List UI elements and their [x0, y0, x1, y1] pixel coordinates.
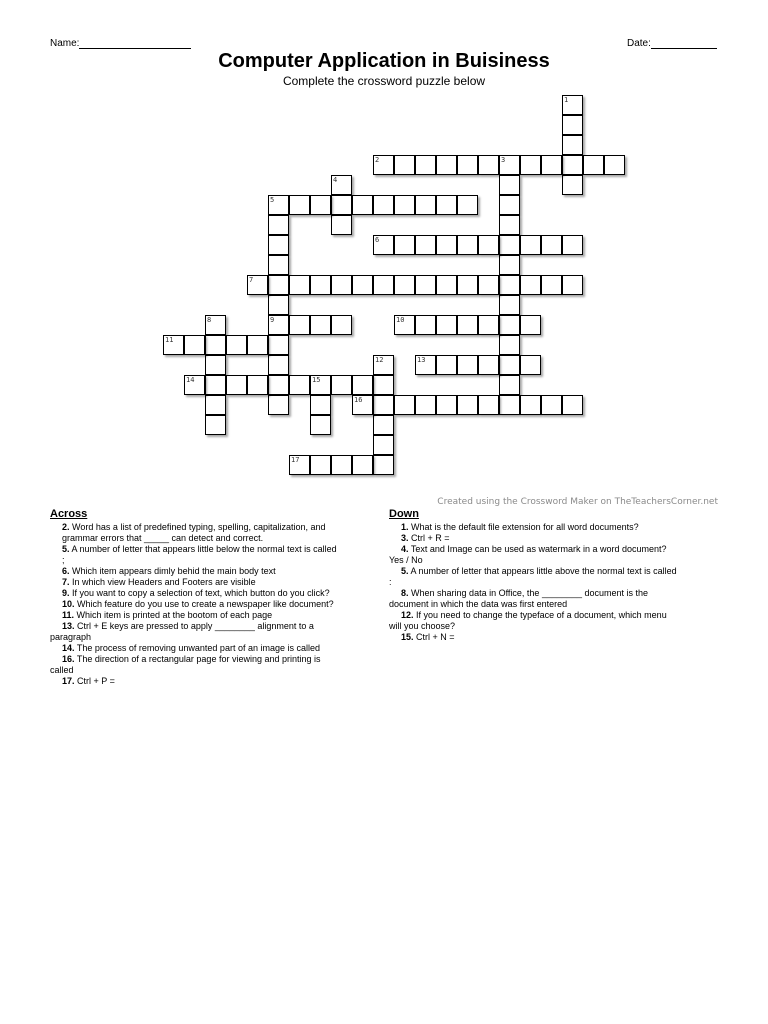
crossword-cell[interactable]	[331, 315, 352, 335]
crossword-cell[interactable]	[205, 315, 226, 335]
clue-text: Which item is printed at the bootom of each page	[76, 610, 273, 620]
clue-number: 9.	[62, 588, 70, 598]
crossword-cell[interactable]	[205, 375, 226, 395]
crossword-cell[interactable]	[478, 355, 499, 375]
crossword-cell[interactable]	[457, 275, 478, 295]
across-clues	[50, 508, 375, 687]
clue-text: What is the default file extension for all word documents?	[411, 522, 639, 532]
crossword-cell[interactable]	[499, 355, 520, 375]
crossword-cell[interactable]	[310, 195, 331, 215]
clue-text: If you need to change the typeface of a document, which menu	[416, 610, 667, 620]
cell-number: 7	[249, 276, 254, 284]
crossword-cell[interactable]	[373, 395, 394, 415]
clue-number: 15.	[401, 632, 414, 642]
clue-text-continued: will you choose?	[389, 621, 456, 631]
crossword-cell[interactable]	[184, 335, 205, 355]
crossword-cell[interactable]	[268, 375, 289, 395]
crossword-cell[interactable]	[562, 115, 583, 135]
across-clue	[50, 610, 375, 621]
crossword-cell[interactable]	[499, 255, 520, 275]
crossword-cell[interactable]	[268, 235, 289, 255]
crossword-cell[interactable]	[457, 235, 478, 255]
clue-text: Ctrl + N =	[416, 632, 455, 642]
crossword-cell[interactable]	[331, 455, 352, 475]
crossword-cell[interactable]	[415, 355, 436, 375]
crossword-cell[interactable]	[373, 155, 394, 175]
crossword-cell[interactable]	[499, 375, 520, 395]
clue-number: 2.	[62, 522, 70, 532]
across-clue	[50, 654, 375, 676]
clue-number: 5.	[62, 544, 70, 554]
crossword-cell[interactable]	[205, 395, 226, 415]
crossword-cell[interactable]	[394, 395, 415, 415]
clue-text: The process of removing unwanted part of an image is called	[76, 643, 320, 653]
clue-number: 11.	[62, 610, 75, 620]
clue-text-continued: :	[389, 577, 392, 587]
clue-number: 1.	[401, 522, 409, 532]
crossword-cell[interactable]	[289, 275, 310, 295]
cell-number: 2	[375, 156, 380, 164]
page-subtitle: Complete the crossword puzzle below	[282, 74, 486, 88]
cell-number: 15	[312, 376, 321, 384]
crossword-cell[interactable]	[268, 395, 289, 415]
crossword-cell[interactable]	[247, 375, 268, 395]
crossword-cell[interactable]	[436, 315, 457, 335]
cell-number: 11	[165, 336, 174, 344]
down-clues	[389, 508, 719, 643]
across-clue	[50, 599, 375, 610]
crossword-cell[interactable]	[352, 455, 373, 475]
crossword-cell[interactable]	[499, 155, 520, 175]
crossword-cell[interactable]	[562, 135, 583, 155]
clue-text-continued: called	[50, 665, 74, 675]
cell-number: 14	[186, 376, 195, 384]
crossword-cell[interactable]	[499, 235, 520, 255]
crossword-cell[interactable]	[478, 275, 499, 295]
cell-number: 1	[564, 96, 569, 104]
crossword-cell[interactable]	[268, 215, 289, 235]
crossword-cell[interactable]	[394, 275, 415, 295]
across-clue	[50, 621, 375, 643]
crossword-cell[interactable]	[499, 395, 520, 415]
crossword-cell[interactable]	[373, 455, 394, 475]
crossword-cell[interactable]	[562, 235, 583, 255]
crossword-cell[interactable]	[499, 215, 520, 235]
crossword-cell[interactable]	[268, 355, 289, 375]
down-clue-list	[389, 522, 719, 643]
cell-number: 6	[375, 236, 380, 244]
crossword-cell[interactable]	[415, 195, 436, 215]
clue-text: When sharing data in Office, the ________ document is the	[411, 588, 649, 598]
crossword-cell[interactable]	[373, 415, 394, 435]
cell-number: 13	[417, 356, 426, 364]
across-clue	[50, 577, 375, 588]
across-clue-list	[50, 522, 375, 687]
crossword-cell[interactable]	[541, 235, 562, 255]
clue-number: 13.	[62, 621, 75, 631]
down-heading: Down	[389, 508, 419, 520]
crossword-cell[interactable]	[415, 395, 436, 415]
crossword-cell[interactable]	[520, 315, 541, 335]
crossword-cell[interactable]	[520, 155, 541, 175]
clue-text: If you want to copy a selection of text, which button do you click?	[72, 588, 330, 598]
crossword-cell[interactable]	[352, 275, 373, 295]
crossword-cell[interactable]	[436, 355, 457, 375]
down-clue	[389, 566, 719, 588]
crossword-cell[interactable]	[520, 355, 541, 375]
crossword-cell[interactable]	[373, 355, 394, 375]
clue-text: The direction of a rectangular page for viewing and printing is	[76, 654, 321, 664]
cell-number: 12	[375, 356, 384, 364]
crossword-cell[interactable]	[226, 375, 247, 395]
cell-number: 9	[270, 316, 275, 324]
crossword-cell[interactable]	[163, 335, 184, 355]
crossword-cell[interactable]	[457, 315, 478, 335]
crossword-cell[interactable]	[478, 315, 499, 335]
crossword-cell[interactable]	[289, 315, 310, 335]
crossword-cell[interactable]	[478, 235, 499, 255]
clue-text: In which view Headers and Footers are visible	[72, 577, 256, 587]
cell-number: 3	[501, 156, 506, 164]
crossword-cell[interactable]	[394, 155, 415, 175]
crossword-cell[interactable]	[562, 175, 583, 195]
crossword-cell[interactable]	[268, 295, 289, 315]
crossword-cell[interactable]	[289, 455, 310, 475]
crossword-cell[interactable]	[352, 395, 373, 415]
crossword-cell[interactable]	[457, 155, 478, 175]
clue-text: Text and Image can be used as watermark in a word document?	[410, 544, 667, 554]
crossword-cell[interactable]	[331, 375, 352, 395]
crossword-cell[interactable]	[499, 275, 520, 295]
across-clue	[50, 544, 375, 566]
down-clue	[389, 588, 719, 610]
down-clue	[389, 533, 719, 544]
crossword-cell[interactable]	[520, 275, 541, 295]
crossword-cell[interactable]	[499, 295, 520, 315]
crossword-cell[interactable]	[352, 375, 373, 395]
crossword-cell[interactable]	[373, 375, 394, 395]
crossword-cell[interactable]	[436, 395, 457, 415]
crossword-cell[interactable]	[268, 255, 289, 275]
crossword-cell[interactable]	[352, 195, 373, 215]
clue-number: 17.	[62, 676, 75, 686]
clue-text-continued: document in which the data was first entered	[389, 599, 568, 609]
cell-number: 17	[291, 456, 300, 464]
crossword-cell[interactable]	[604, 155, 625, 175]
crossword-cell[interactable]	[478, 155, 499, 175]
crossword-cell[interactable]	[268, 275, 289, 295]
crossword-cell[interactable]	[331, 175, 352, 195]
crossword-cell[interactable]	[289, 375, 310, 395]
crossword-cell[interactable]	[436, 275, 457, 295]
crossword-cell[interactable]	[415, 275, 436, 295]
clue-number: 7.	[62, 577, 70, 587]
clue-number: 6.	[62, 566, 70, 576]
crossword-cell[interactable]	[415, 155, 436, 175]
date-label: Date:	[627, 38, 651, 49]
cell-number: 16	[354, 396, 363, 404]
across-clue	[50, 588, 375, 599]
crossword-cell[interactable]	[415, 315, 436, 335]
crossword-grid	[0, 0, 768, 500]
crossword-cell[interactable]	[499, 195, 520, 215]
cell-number: 5	[270, 196, 275, 204]
crossword-cell[interactable]	[331, 275, 352, 295]
clue-text: A number of letter that appears little below the normal text is called	[71, 544, 337, 554]
clue-number: 8.	[401, 588, 409, 598]
clue-text: Which item appears dimly behid the main body text	[72, 566, 276, 576]
clue-number: 16.	[62, 654, 75, 664]
across-clue	[50, 643, 375, 654]
crossword-cell[interactable]	[499, 335, 520, 355]
crossword-cell[interactable]	[415, 235, 436, 255]
crossword-cell[interactable]	[394, 235, 415, 255]
crossword-cell[interactable]	[226, 335, 247, 355]
crossword-cell[interactable]	[247, 275, 268, 295]
clue-text: Ctrl + R =	[411, 533, 450, 543]
across-clue	[50, 522, 375, 544]
crossword-cell[interactable]	[205, 355, 226, 375]
cell-number: 4	[333, 176, 338, 184]
across-clue	[50, 566, 375, 577]
crossword-cell[interactable]	[310, 415, 331, 435]
clue-text: Ctrl + P =	[77, 676, 115, 686]
down-clue	[389, 632, 719, 643]
crossword-cell[interactable]	[499, 175, 520, 195]
crossword-cell[interactable]	[541, 155, 562, 175]
crossword-cell[interactable]	[394, 195, 415, 215]
crossword-cell[interactable]	[520, 235, 541, 255]
clue-number: 14.	[62, 643, 75, 653]
clue-number: 10.	[62, 599, 75, 609]
clue-text: Which feature do you use to create a newspaper like document?	[77, 599, 334, 609]
crossword-cell[interactable]	[562, 155, 583, 175]
crossword-cell[interactable]	[541, 395, 562, 415]
down-clue	[389, 522, 719, 533]
crossword-cell[interactable]	[310, 275, 331, 295]
crossword-cell[interactable]	[373, 275, 394, 295]
clue-number: 5.	[401, 566, 409, 576]
cell-number: 10	[396, 316, 405, 324]
credit-line: Created using the Crossword Maker on TheTeachersCorner.net	[437, 497, 718, 507]
crossword-cell[interactable]	[436, 235, 457, 255]
crossword-cell[interactable]	[310, 455, 331, 475]
crossword-cell[interactable]	[562, 275, 583, 295]
crossword-cell[interactable]	[205, 415, 226, 435]
clue-text: Ctrl + E keys are pressed to apply ________ alignment to a	[77, 621, 314, 631]
crossword-cell[interactable]	[373, 435, 394, 455]
crossword-cell[interactable]	[436, 195, 457, 215]
crossword-cell[interactable]	[205, 335, 226, 355]
clue-text-continued: ;	[62, 555, 65, 565]
crossword-cell[interactable]	[331, 215, 352, 235]
crossword-cell[interactable]	[562, 395, 583, 415]
crossword-cell[interactable]	[373, 235, 394, 255]
crossword-cell[interactable]	[331, 195, 352, 215]
crossword-cell[interactable]	[541, 275, 562, 295]
across-clue	[50, 676, 375, 687]
crossword-cell[interactable]	[247, 335, 268, 355]
crossword-cell[interactable]	[457, 195, 478, 215]
crossword-cell[interactable]	[289, 195, 310, 215]
clue-number: 4.	[401, 544, 409, 554]
cell-number: 8	[207, 316, 212, 324]
crossword-cell[interactable]	[583, 155, 604, 175]
crossword-cell[interactable]	[268, 195, 289, 215]
crossword-cell[interactable]	[394, 315, 415, 335]
crossword-cell[interactable]	[184, 375, 205, 395]
clue-number: 12.	[401, 610, 414, 620]
crossword-cell[interactable]	[457, 355, 478, 375]
crossword-cell[interactable]	[436, 155, 457, 175]
crossword-cell[interactable]	[373, 195, 394, 215]
clue-text-continued: Yes / No	[389, 555, 423, 565]
crossword-cell[interactable]	[310, 375, 331, 395]
down-clue	[389, 544, 719, 566]
crossword-cell[interactable]	[457, 395, 478, 415]
down-clue	[389, 610, 719, 632]
across-heading: Across	[50, 508, 88, 520]
clue-number: 3.	[401, 533, 409, 543]
clue-text: Word has a list of predefined typing, spelling, capitalization, and	[72, 522, 326, 532]
crossword-cell[interactable]	[310, 315, 331, 335]
clue-text-continued: paragraph	[50, 632, 92, 642]
crossword-cell[interactable]	[478, 395, 499, 415]
crossword-cell[interactable]	[268, 335, 289, 355]
crossword-cell[interactable]	[310, 395, 331, 415]
clue-text-continued: grammar errors that _____ can detect and correct.	[62, 533, 264, 543]
clue-text: A number of letter that appears little above the normal text is called	[410, 566, 677, 576]
name-label: Name:	[50, 38, 80, 49]
crossword-cell[interactable]	[268, 315, 289, 335]
page-title: Computer Application in Buisiness	[218, 50, 550, 72]
crossword-cell[interactable]	[499, 315, 520, 335]
crossword-cell[interactable]	[562, 95, 583, 115]
crossword-cell[interactable]	[520, 395, 541, 415]
